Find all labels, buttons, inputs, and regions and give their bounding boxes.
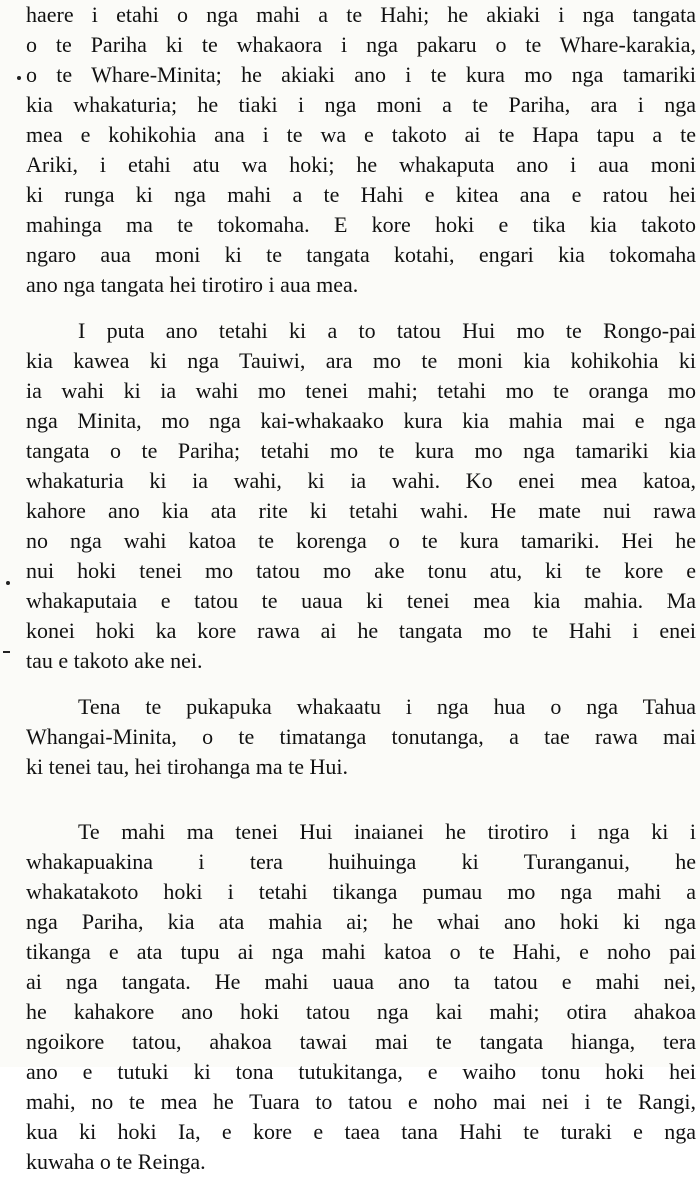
text-line: ai nga tangata. He mahi uaua ano ta tatou e mahi nei, (26, 969, 696, 994)
text-line: no nga wahi katoa te korenga o te kura tamariki. Hei he (26, 528, 696, 553)
text-line: kia kawea ki nga Tauiwi, ara mo te moni kia kohikohia ki (26, 348, 696, 373)
text-line: Te mahi ma tenei Hui inaianei he tirotiro i nga ki i (78, 819, 696, 844)
text-line: haere i etahi o nga mahi a te Hahi; he akiaki i nga tangata (26, 2, 696, 27)
paragraph-4 (26, 817, 696, 1177)
text-line: tau e takoto ake nei. (26, 648, 203, 673)
text-line: nui hoki tenei mo tatou mo ake tonu atu, ki te kore e (26, 558, 696, 583)
text-line: Whangai-Minita, o te timatanga tonutanga, a tae rawa mai (26, 724, 696, 749)
text-line: whakaturia ki ia wahi, ki ia wahi. Ko enei mea katoa, (26, 468, 696, 493)
text-line: ki runga ki nga mahi a te Hahi e kitea ana e ratou hei (26, 182, 696, 207)
text-line: I puta ano tetahi ki a to tatou Hui mo te Rongo-pai (78, 318, 696, 343)
text-line: Tena te pukapuka whakaatu i nga hua o nga Tahua (78, 694, 696, 719)
text-line: whakatakoto hoki i tetahi tikanga pumau mo nga mahi a (26, 879, 696, 904)
text-line: tangata o te Pariha; tetahi mo te kura mo nga tamariki kia (26, 438, 696, 463)
text-line: konei hoki ka kore rawa ai he tangata mo te Hahi i enei (26, 618, 696, 643)
text-line: whakaputaia e tatou te uaua ki tenei mea kia mahia. Ma (26, 588, 696, 613)
text-line: whakapuakina i tera huihuinga ki Turanganui, he (26, 849, 696, 874)
text-line: ia wahi ki ia wahi mo tenei mahi; tetahi mo te oranga mo (26, 378, 696, 403)
text-line: nga Minita, mo nga kai-whakaako kura kia mahia mai e nga (26, 408, 696, 433)
text-line: mahinga ma te tokomaha. E kore hoki e tika kia takoto (26, 212, 696, 237)
text-line: kua ki hoki Ia, e kore e taea tana Hahi te turaki e nga (26, 1119, 696, 1144)
text-line: nga Pariha, kia ata mahia ai; he whai ano hoki ki nga (26, 909, 696, 934)
text-line: kuwaha o te Reinga. (26, 1149, 206, 1174)
text-line: kia whakaturia; he tiaki i nga moni a te Pariha, ara i nga (26, 92, 696, 117)
text-line: tikanga e ata tupu ai nga mahi katoa o te Hahi, e noho pai (26, 939, 696, 964)
text-line: Ariki, i etahi atu wa hoki; he whakaputa ano i aua moni (26, 152, 696, 177)
text-line: ki tenei tau, hei tirohanga ma te Hui. (26, 754, 348, 779)
text-line: ngoikore tatou, ahakoa tawai mai te tangata hianga, tera (26, 1029, 696, 1054)
margin-dash-mark (3, 651, 10, 653)
text-line: ngaro aua moni ki te tangata kotahi, engari kia tokomaha (26, 242, 696, 267)
text-line: o te Pariha ki te whakaora i nga pakaru o te Whare-karakia, (26, 32, 696, 57)
text-line: ano e tutuki ki tona tutukitanga, e waiho tonu hoki hei (26, 1059, 696, 1084)
text-line: ano nga tangata hei tirotiro i aua mea. (26, 272, 359, 297)
text-line: he kahakore ano hoki tatou nga kai mahi; otira ahakoa (26, 999, 696, 1024)
margin-dot-mark (17, 76, 21, 80)
paragraph-1 (26, 0, 696, 300)
text-line: o te Whare-Minita; he akiaki ano i te kura mo nga tamariki (26, 62, 696, 87)
margin-dot-mark (6, 581, 10, 585)
paragraph-3 (26, 692, 696, 782)
text-line: mahi, no te mea he Tuara to tatou e noho mai nei i te Rangi, (26, 1089, 696, 1114)
paragraph-2 (26, 316, 696, 676)
text-line: mea e kohikohia ana i te wa e takoto ai te Hapa tapu a te (26, 122, 696, 147)
text-line: kahore ano kia ata rite ki tetahi wahi. He mate nui rawa (26, 498, 696, 523)
